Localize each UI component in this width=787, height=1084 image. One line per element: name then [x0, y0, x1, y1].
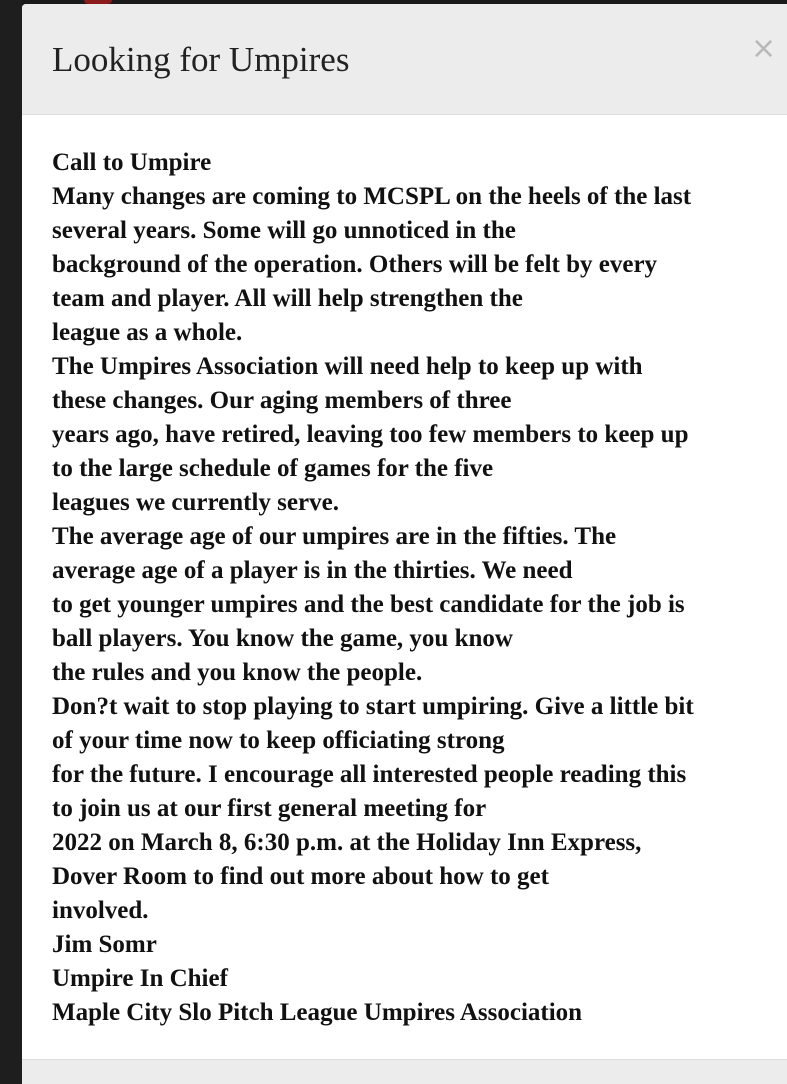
signature-organization: Maple City Slo Pitch League Umpires Association: [52, 999, 583, 1026]
signature-role: Umpire In Chief: [52, 965, 228, 992]
close-button[interactable]: ×: [751, 31, 777, 66]
body-line: to the large schedule of games for the five: [52, 455, 494, 482]
body-line: average age of a player is in the thirties. We need: [52, 557, 573, 584]
body-line: for the future. I encourage all interested people reading this: [52, 761, 687, 788]
body-line: years ago, have retired, leaving too few members to keep up: [52, 421, 689, 448]
body-line: 2022 on March 8, 6:30 p.m. at the Holiday Inn Express,: [52, 829, 642, 856]
body-line: league as a whole.: [52, 319, 243, 346]
body-line: ball players. You know the game, you know: [52, 625, 513, 652]
modal-footer: [22, 1059, 787, 1084]
body-line: these changes. Our aging members of three: [52, 387, 512, 414]
signature-name: Jim Somr: [52, 931, 157, 958]
modal-body: [52, 146, 787, 1030]
modal-dialog: [22, 4, 787, 1084]
body-line: the rules and you know the people.: [52, 659, 423, 686]
body-line: several years. Some will go unnoticed in the: [52, 217, 516, 244]
body-line: background of the operation. Others will be felt by every: [52, 251, 658, 278]
page-backdrop-side: [0, 0, 22, 1084]
body-line: Many changes are coming to MCSPL on the heels of the last: [52, 183, 692, 210]
body-line: team and player. All will help strengthen the: [52, 285, 523, 312]
body-line: involved.: [52, 897, 149, 924]
body-line: The Umpires Association will need help to keep up with: [52, 353, 643, 380]
body-line: Don?t wait to stop playing to start umpiring. Give a little bit: [52, 693, 694, 720]
body-line: leagues we currently serve.: [52, 489, 339, 516]
body-line: to get younger umpires and the best candidate for the job is: [52, 591, 685, 618]
modal-header: [22, 4, 787, 115]
body-line: The average age of our umpires are in the fifties. The: [52, 523, 617, 550]
body-line: Call to Umpire: [52, 149, 212, 176]
body-line: to join us at our first general meeting for: [52, 795, 487, 822]
body-line: Dover Room to find out more about how to get: [52, 863, 549, 890]
body-line: of your time now to keep officiating strong: [52, 727, 505, 754]
modal-title: Looking for Umpires: [52, 40, 350, 79]
